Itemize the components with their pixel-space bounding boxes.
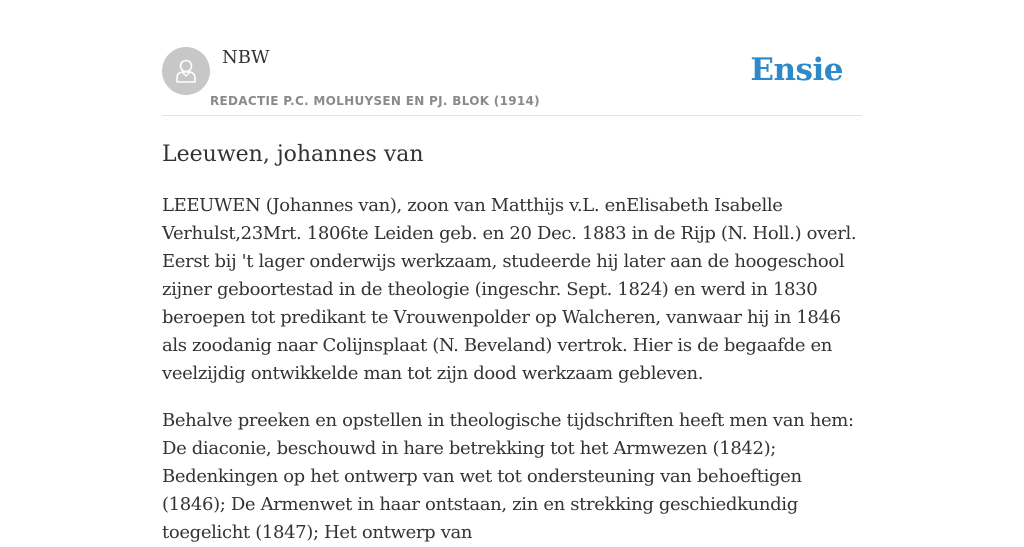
article-paragraph: Behalve preeken en opstellen in theologische tijdschriften heeft men van hem: De diaconie, beschouwd in hare betrekking tot het Armwezen (1842); Bedenkingen op het ontwerp van wet tot ondersteuning van behoeftigen (1846); De Armenwet in haar ontstaan, zin en strekking geschiedkundig toegelicht (1847); Het ontwerp van <box>162 410 854 543</box>
brand-logo[interactable]: Ensie <box>750 52 843 88</box>
author-name[interactable]: NBW <box>222 47 270 68</box>
user-icon <box>173 56 199 86</box>
avatar[interactable] <box>162 47 210 95</box>
author-subtitle: REDACTIE P.C. MOLHUYSEN EN PJ. BLOK (1914) <box>210 94 540 108</box>
article-paragraph: LEEUWEN (Johannes van), zoon van Matthijs v.L. enElisabeth Isabelle Verhulst,23Mrt. 1806te Leiden geb. en 20 Dec. 1883 in de Rijp (N. Holl.) overl. Eerst bij 't lager onderwijs werkzaam, studeerde hij later aan de hoogeschool zijner geboortestad in de theologie (ingeschr. Sept. 1824) en werd in 1830 beroepen tot predikant te Vrouwenpolder op Walcheren, vanwaar hij in 1846 als zoodanig naar Colijnsplaat (N. Beveland) vertrok. Hier is de begaafde en veelzijdig ontwikkelde man tot zijn dood werkzaam gebleven. <box>162 195 857 384</box>
article-title: Leeuwen, johannes van <box>162 142 424 167</box>
article-header <box>162 0 862 116</box>
article-card <box>162 0 862 543</box>
